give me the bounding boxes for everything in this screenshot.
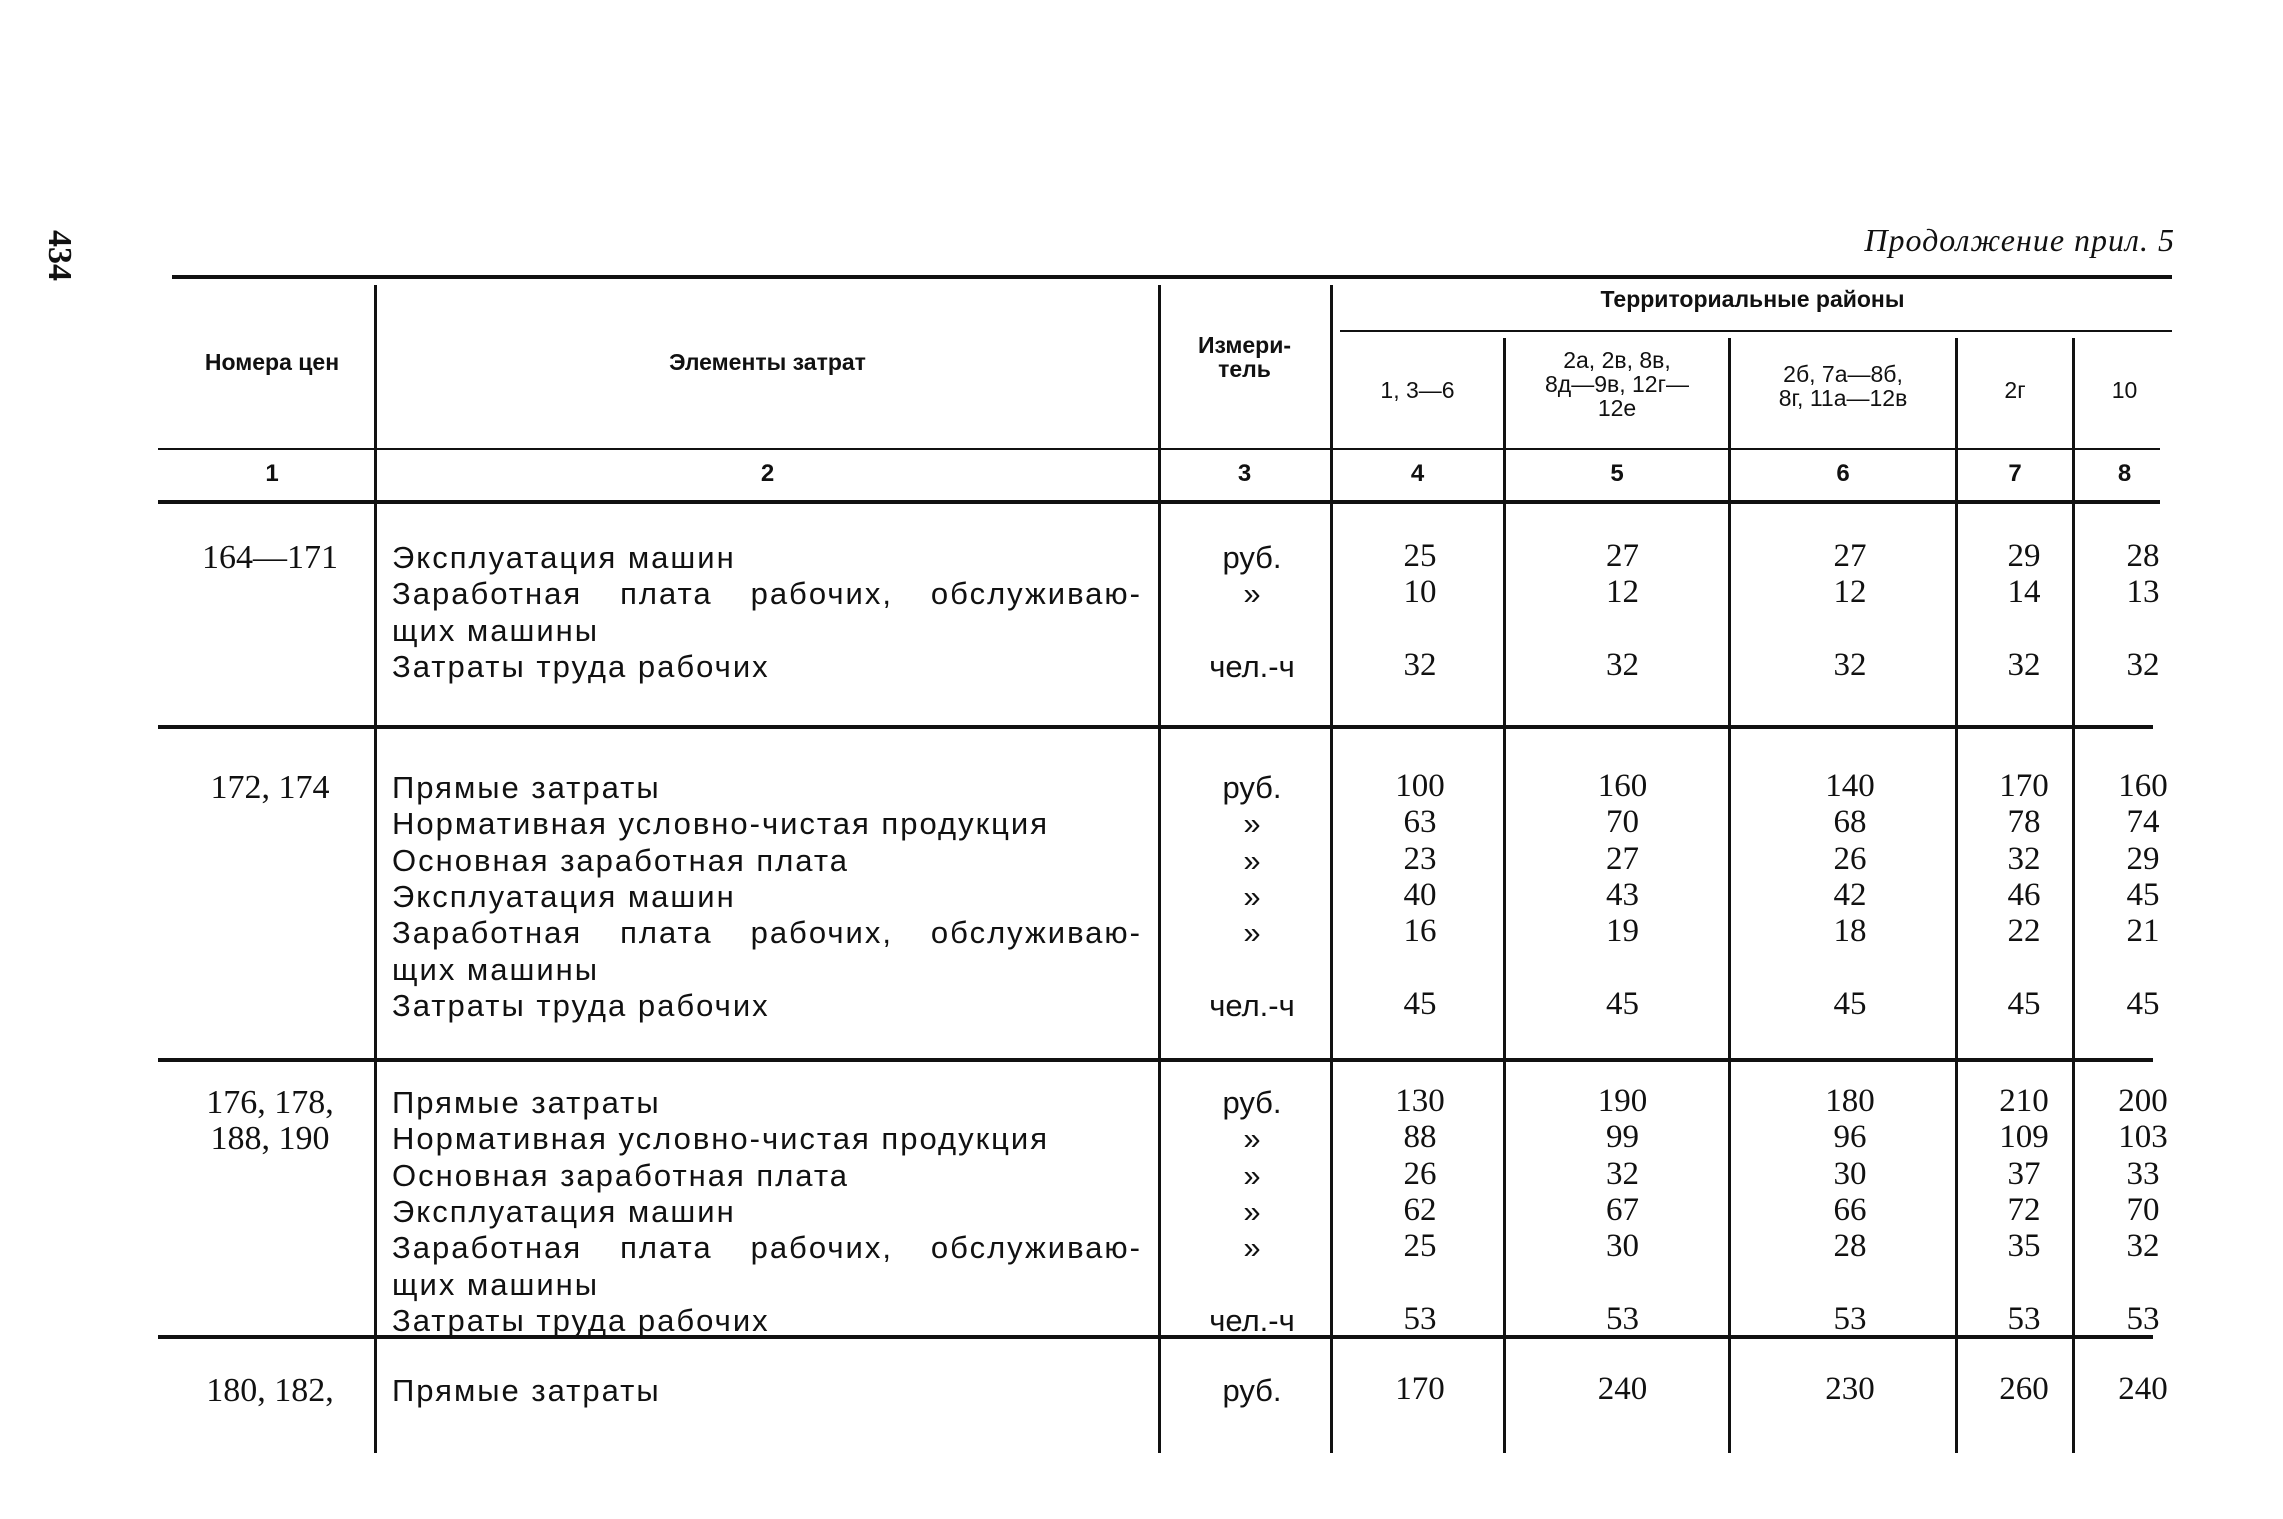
value-cell: 19 xyxy=(1606,913,1639,950)
cost-element: Эксплуатация машин xyxy=(392,540,736,575)
value-cell: 30 xyxy=(1606,1228,1639,1265)
value-cell: 45 xyxy=(1403,985,1437,1022)
cost-element: щих машины xyxy=(392,612,600,648)
value-cell: 21 xyxy=(2126,913,2160,950)
table-top-rule xyxy=(172,275,2172,279)
value-cell: 14 xyxy=(2007,574,2041,611)
unit-cell: » xyxy=(1243,1230,1261,1266)
column-number: 8 xyxy=(2117,460,2132,487)
value-cell: 53 xyxy=(2007,1300,2041,1337)
cost-element: Прямые затраты xyxy=(392,770,661,805)
value-cell: 100 xyxy=(1395,768,1445,804)
unit-cell: » xyxy=(1243,915,1261,951)
value-cell: 26 xyxy=(1833,840,1867,877)
value-cell: 62 xyxy=(1403,1191,1437,1228)
value-cell: 66 xyxy=(1833,1191,1867,1228)
value-cell: 27 xyxy=(1606,840,1639,877)
value-cell: 140 xyxy=(1825,768,1875,804)
value-cell: 260 xyxy=(1999,1371,2049,1407)
header-territorial-regions: Территориальные районы xyxy=(1600,286,1905,312)
header-region: 2г xyxy=(2004,377,2026,403)
value-cell: 45 xyxy=(2126,876,2160,913)
header-region: 10 xyxy=(2111,377,2138,403)
value-cell: 25 xyxy=(1403,1228,1437,1265)
column-number: 1 xyxy=(265,460,279,487)
cost-element: Эксплуатация машин xyxy=(392,1193,736,1229)
value-cell: 63 xyxy=(1403,804,1437,841)
value-cell: 45 xyxy=(1606,985,1639,1022)
value-cell: 35 xyxy=(2007,1228,2041,1265)
block-separator xyxy=(158,1058,2153,1062)
continuation-title: Продолжение прил. 5 xyxy=(1864,222,2175,258)
value-cell: 88 xyxy=(1403,1119,1437,1156)
column-rule xyxy=(1158,285,1161,1453)
value-cell: 13 xyxy=(2126,574,2160,611)
unit-cell: » xyxy=(1243,576,1261,612)
cost-element: Прямые затраты xyxy=(392,1373,661,1408)
value-cell: 240 xyxy=(2118,1371,2168,1407)
value-cell: 210 xyxy=(1999,1083,2049,1119)
unit-cell: » xyxy=(1243,1193,1261,1229)
value-cell: 74 xyxy=(2126,804,2160,841)
cost-element: Заработная плата рабочих, обслуживаю- xyxy=(392,1230,1142,1266)
header-region: 1, 3—6 xyxy=(1380,377,1455,403)
unit-cell: » xyxy=(1243,1157,1261,1193)
cost-element: щих машины xyxy=(392,951,600,987)
value-cell: 70 xyxy=(1606,804,1639,841)
cost-element: Нормативная условно-чистая продукция xyxy=(392,806,1050,842)
unit-cell: чел.-ч xyxy=(1209,1302,1295,1338)
value-cell: 170 xyxy=(1999,768,2049,804)
value-cell: 68 xyxy=(1833,804,1867,841)
unit-cell: чел.-ч xyxy=(1209,987,1295,1023)
unit-cell: » xyxy=(1243,806,1261,842)
header-region: 2а, 2в, 8в, 8д—9в, 12г— 12е xyxy=(1545,347,1689,422)
value-cell: 200 xyxy=(2118,1083,2168,1119)
column-number: 6 xyxy=(1836,460,1850,487)
unit-cell: руб. xyxy=(1222,1373,1282,1408)
value-cell: 180 xyxy=(1825,1083,1875,1119)
value-cell: 33 xyxy=(2126,1155,2160,1192)
value-cell: 32 xyxy=(1606,646,1639,683)
value-cell: 190 xyxy=(1597,1083,1648,1119)
unit-cell: » xyxy=(1243,842,1261,878)
value-cell: 170 xyxy=(1395,1371,1445,1407)
value-cell: 32 xyxy=(1606,1155,1639,1192)
page-number: 434 xyxy=(41,230,78,281)
cost-element: Затраты труда рабочих xyxy=(392,648,770,684)
value-cell: 23 xyxy=(1403,840,1437,877)
value-cell: 10 xyxy=(1403,574,1437,611)
value-cell: 25 xyxy=(1403,538,1437,574)
value-cell: 42 xyxy=(1833,876,1867,913)
value-cell: 99 xyxy=(1606,1119,1639,1156)
cost-element: Нормативная условно-чистая продукция xyxy=(392,1121,1050,1157)
value-cell: 53 xyxy=(2126,1300,2160,1337)
value-cell: 53 xyxy=(1606,1300,1639,1337)
column-number: 2 xyxy=(760,460,775,487)
price-numbers-cell: 180, 182, xyxy=(206,1372,334,1409)
unit-cell: руб. xyxy=(1222,540,1282,575)
value-cell: 53 xyxy=(1403,1300,1437,1337)
value-cell: 103 xyxy=(2118,1119,2168,1156)
cost-element: Основная заработная плата xyxy=(392,1157,849,1193)
value-cell: 45 xyxy=(2007,985,2041,1022)
value-cell: 45 xyxy=(2126,985,2160,1022)
column-number: 7 xyxy=(2008,460,2022,487)
price-numbers-cell: 164—171 xyxy=(202,539,338,576)
unit-cell: чел.-ч xyxy=(1209,648,1295,684)
cost-element: Затраты труда рабочих xyxy=(392,987,770,1023)
value-cell: 12 xyxy=(1833,574,1867,611)
header-unit: Измери- тель xyxy=(1197,332,1292,383)
block-separator xyxy=(158,725,2153,729)
value-cell: 109 xyxy=(1999,1119,2049,1156)
unit-cell: » xyxy=(1243,1121,1261,1157)
value-cell: 40 xyxy=(1403,876,1437,913)
value-cell: 53 xyxy=(1833,1300,1867,1337)
value-cell: 160 xyxy=(1597,768,1648,804)
value-cell: 29 xyxy=(2007,538,2041,574)
column-number: 5 xyxy=(1610,460,1624,487)
price-numbers-cell: 176, 178, 188, 190 xyxy=(206,1084,334,1157)
value-cell: 32 xyxy=(1403,646,1437,683)
value-cell: 28 xyxy=(1833,1228,1867,1265)
column-rule xyxy=(374,285,377,1453)
value-cell: 30 xyxy=(1833,1155,1867,1192)
value-cell: 72 xyxy=(2007,1191,2041,1228)
unit-cell: руб. xyxy=(1222,1085,1282,1120)
cost-element: Заработная плата рабочих, обслуживаю- xyxy=(392,915,1142,951)
value-cell: 70 xyxy=(2126,1191,2160,1228)
value-cell: 12 xyxy=(1606,574,1639,611)
value-cell: 26 xyxy=(1403,1155,1437,1192)
price-numbers-cell: 172, 174 xyxy=(210,769,330,806)
value-cell: 29 xyxy=(2126,840,2160,877)
cost-element: Эксплуатация машин xyxy=(392,878,736,914)
value-cell: 32 xyxy=(2126,1228,2160,1265)
column-number: 4 xyxy=(1410,460,1425,487)
value-cell: 230 xyxy=(1825,1371,1875,1407)
header-region: 2б, 7а—8б, 8г, 11а—12в xyxy=(1778,361,1908,412)
value-cell: 78 xyxy=(2007,804,2041,841)
column-number: 3 xyxy=(1237,460,1252,487)
cost-element: Затраты труда рабочих xyxy=(392,1302,770,1338)
value-cell: 16 xyxy=(1403,913,1437,950)
value-cell: 46 xyxy=(2007,876,2041,913)
value-cell: 32 xyxy=(2007,840,2041,877)
value-cell: 240 xyxy=(1597,1371,1648,1407)
value-cell: 27 xyxy=(1833,538,1867,574)
value-cell: 27 xyxy=(1606,538,1639,574)
value-cell: 160 xyxy=(2118,768,2168,804)
value-cell: 67 xyxy=(1606,1191,1639,1228)
value-cell: 32 xyxy=(2126,646,2160,683)
value-cell: 18 xyxy=(1833,913,1867,950)
value-cell: 130 xyxy=(1395,1083,1445,1119)
cost-element: Заработная плата рабочих, обслуживаю- xyxy=(392,576,1142,612)
cost-element: щих машины xyxy=(392,1266,600,1302)
value-cell: 96 xyxy=(1833,1119,1867,1156)
cost-element: Основная заработная плата xyxy=(392,842,849,878)
value-cell: 32 xyxy=(1833,646,1867,683)
unit-cell: руб. xyxy=(1222,770,1282,805)
header-cost-elements: Элементы затрат xyxy=(669,349,866,375)
header-price-numbers: Номера цен xyxy=(204,349,340,375)
value-cell: 28 xyxy=(2126,538,2160,574)
cost-element: Прямые затраты xyxy=(392,1085,661,1120)
value-cell: 22 xyxy=(2007,913,2041,950)
value-cell: 43 xyxy=(1606,876,1639,913)
value-cell: 37 xyxy=(2007,1155,2041,1192)
regions-header-rule xyxy=(1340,330,2172,332)
unit-cell: » xyxy=(1243,878,1261,914)
value-cell: 45 xyxy=(1833,985,1867,1022)
value-cell: 32 xyxy=(2007,646,2041,683)
